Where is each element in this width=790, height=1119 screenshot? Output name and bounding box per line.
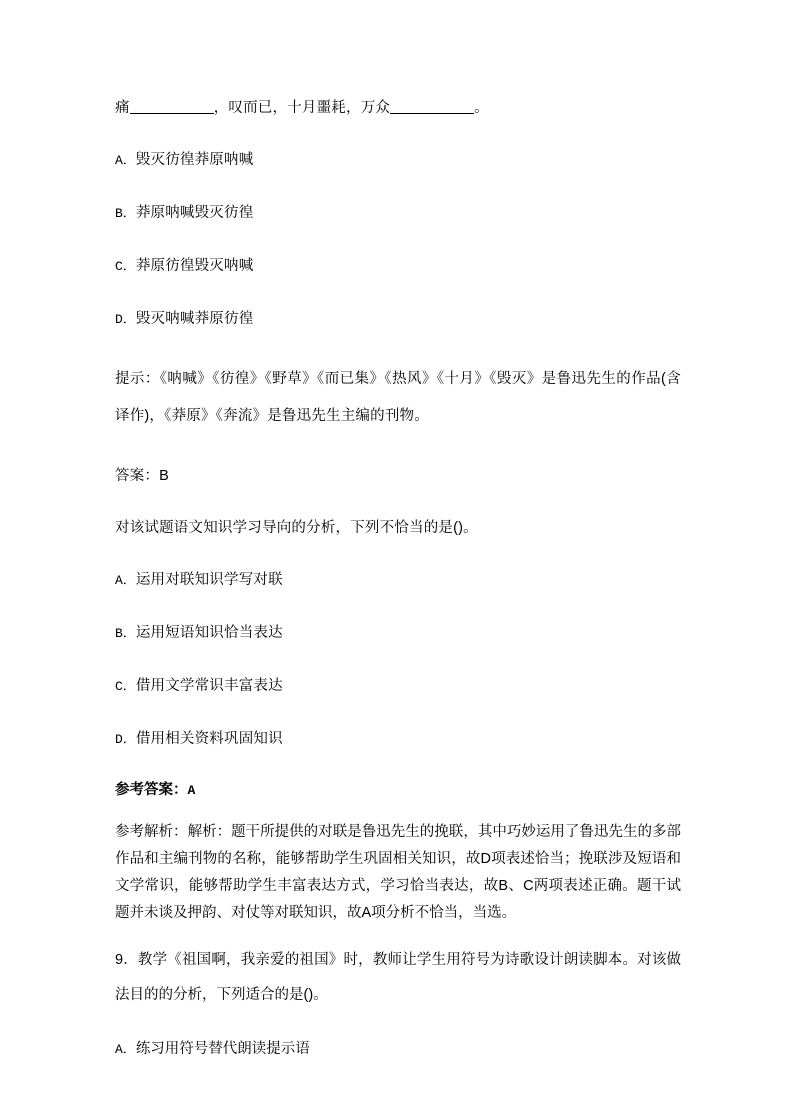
option-label: A． — [115, 153, 136, 168]
option-item[interactable] — [115, 675, 681, 698]
option-text: 毁灭彷徨莽原呐喊 — [135, 152, 254, 168]
couplet-fill-in-stem — [115, 97, 681, 119]
option-item[interactable] — [115, 308, 681, 331]
question-9-stem: 9．教学《祖国啊，我亲爱的祖国》时，教师让学生用符号为诗歌设计朗读脚本。对该做法目的的分析，下列适合的是()。 — [115, 952, 681, 1003]
answer-line: 答案：B — [115, 468, 169, 484]
option-label: C． — [115, 259, 136, 274]
option-label: A． — [115, 1042, 136, 1057]
option-text: 毁灭呐喊莽原彷徨 — [135, 311, 254, 327]
option-item[interactable] — [115, 569, 681, 592]
reference-answer-value: A — [187, 783, 196, 798]
document-content — [115, 97, 681, 1076]
option-item[interactable] — [115, 622, 681, 645]
fill-in-blank-1[interactable] — [130, 100, 214, 114]
reference-answer — [115, 779, 681, 802]
option-label: D． — [115, 732, 136, 747]
option-text: 练习用符号替代朗读提示语 — [135, 1041, 310, 1057]
couplet-text-middle: ，叹而已，十月噩耗，万众 — [213, 100, 391, 116]
option-text: 莽原彷徨毁灭呐喊 — [135, 258, 254, 274]
hint-paragraph: 提示：《呐喊》《彷徨》《野草》《而已集》《热风》《十月》《毁灭》是鲁迅先生的作品(含译作)，《莽原》《奔流》是鲁迅先生主编的刊物。 — [115, 371, 681, 424]
option-item[interactable] — [115, 255, 681, 278]
option-text: 借用文学常识丰富表达 — [135, 678, 283, 694]
option-label: A． — [115, 573, 136, 588]
option-text: 运用对联知识学写对联 — [135, 572, 283, 588]
option-item[interactable] — [115, 1038, 681, 1061]
reference-answer-label: 参考答案： — [115, 782, 188, 798]
option-item[interactable] — [115, 149, 681, 172]
option-label: B． — [115, 626, 136, 641]
question-stem: 对该试题语文知识学习导向的分析，下列不恰当的是()。 — [115, 520, 478, 536]
couplet-text-before: 痛 — [115, 100, 130, 116]
option-text: 莽原呐喊毁灭彷徨 — [135, 205, 254, 221]
option-label: C． — [115, 679, 136, 694]
option-item[interactable] — [115, 202, 681, 225]
option-label: D． — [115, 312, 136, 327]
fill-in-blank-2[interactable] — [390, 100, 474, 114]
option-text: 借用相关资料巩固知识 — [135, 731, 283, 747]
option-item[interactable] — [115, 728, 681, 751]
option-label: B． — [115, 206, 136, 221]
explanation-paragraph: 参考解析：解析：题干所提供的对联是鲁迅先生的挽联，其中巧妙运用了鲁迅先生的多部作品和主编刊物的名称，能够帮助学生巩固相关知识，故D项表述恰当；挽联涉及短语和文学常识，能够帮助学生丰富表达方式，学习恰当表达，故B、C两项表述正确。题干试题并未谈及押韵、对仗等对联知识，故A项分析不恰当，当选。 — [115, 824, 681, 921]
couplet-text-after: 。 — [474, 100, 489, 116]
option-text: 运用短语知识恰当表达 — [135, 625, 283, 641]
